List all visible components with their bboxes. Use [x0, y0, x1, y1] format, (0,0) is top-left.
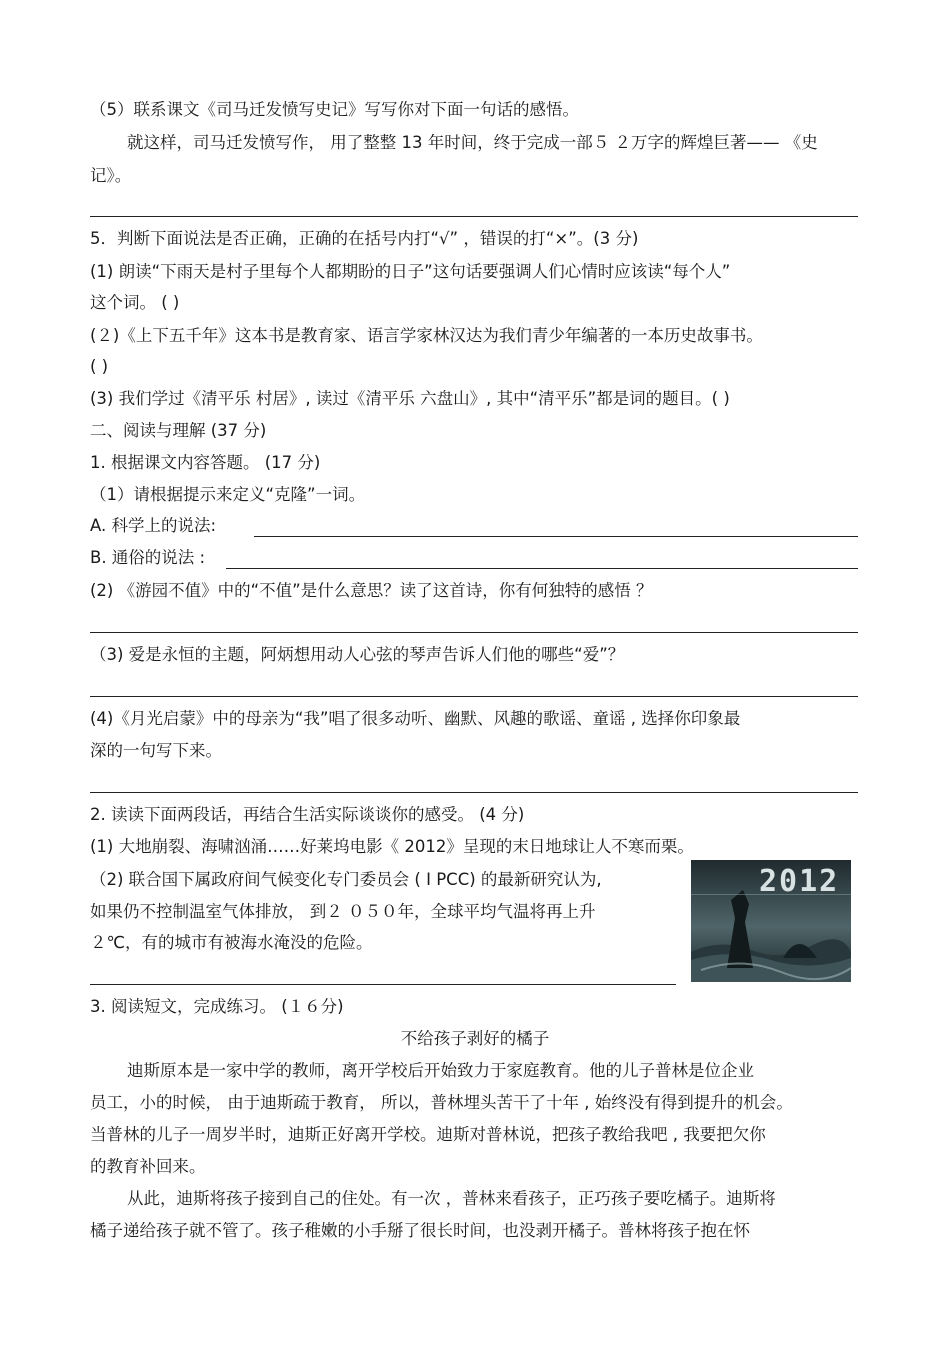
q1-3: （3) 爱是永恒的主题，阿炳想用动人心弦的琴声告诉人们他的哪些“爱”？	[90, 645, 625, 664]
answer-line	[90, 632, 858, 633]
answer-line	[90, 696, 858, 697]
q1-4-line1: (4)《月光启蒙》中的母亲为“我”唱了很多动听、幽默、风趣的歌谣、童谣 , 选择你印象最	[90, 709, 741, 728]
q2-para2-line1: （2) 联合国下属政府间气候变化专门委员会 ( I PCC) 的最新研究认为,	[90, 870, 602, 889]
story-line4: 的教育补回来。	[90, 1157, 206, 1176]
judge-item1-line1: (1) 朗读“下雨天是村子里每个人都期盼的日子”这句话要强调人们心情时应该读“每个人”	[90, 262, 731, 281]
movie-poster-image	[691, 860, 851, 982]
q1-1: （1）请根据提示来定义“克隆”一词。	[90, 485, 366, 504]
judge-item3: (3) 我们学过《清平乐 村居》, 读过《清平乐 六盘山》, 其中“清平乐”都是词的题目。( )	[90, 389, 730, 408]
story-title: 不给孩子剥好的橘子	[400, 1029, 550, 1048]
q5-quote-line2: 记》。	[90, 166, 132, 185]
story-line3: 当普林的儿子一周岁半时，迪斯正好离开学校。迪斯对普林说，把孩子教给我吧 , 我要把欠你	[90, 1125, 766, 1144]
story-line2: 员工，小的时候， 由于迪斯疏于教育， 所以，普林埋头苦干了十年 , 始终没有得到提升的机会。	[90, 1093, 793, 1112]
q1-1b: B. 通俗的说法 :	[90, 548, 206, 567]
answer-line	[90, 984, 676, 985]
poster-title: 2012	[759, 864, 840, 899]
judge-title: 5．判断下面说法是否正确，正确的在括号内打“√” ，错误的打“×”。(3 分)	[90, 229, 639, 248]
answer-line	[226, 568, 858, 569]
judge-item1-line2: 这个词。 ( )	[90, 293, 180, 312]
answer-line	[90, 792, 858, 793]
q1-1a: A. 科学上的说法:	[90, 516, 217, 535]
judge-item2-line1: (２)《上下五千年》这本书是教育家、语言学家林汉达为我们青少年编著的一本历史故事书。	[90, 326, 763, 345]
judge-item2-line2: ( )	[90, 357, 109, 376]
q2-para1: (1) 大地崩裂、海啸汹涌……好莱坞电影《 2012》呈现的末日地球让人不寒而栗。	[90, 837, 694, 856]
q2-para2-line2: 如果仍不控制温室气体排放， 到２ ０５０年，全球平均气温将再上升	[90, 902, 596, 921]
answer-line	[90, 216, 858, 217]
story-line5: 从此，迪斯将孩子接到自己的住处。有一次 ，普林来看孩子，正巧孩子要吃橘子。迪斯将	[127, 1189, 776, 1208]
q1-2: (2) 《游园不值》中的“不值”是什么意思？读了这首诗，你有何独特的感悟 ？	[90, 581, 653, 600]
story-line6: 橘子递给孩子就不管了。孩子稚嫩的小手掰了很长时间，也没剥开橘子。普林将孩子抱在怀	[90, 1221, 750, 1240]
answer-line	[254, 536, 858, 537]
q2-para2-line3: ２℃，有的城市有被海水淹没的危险。	[90, 933, 373, 952]
q3-title: 3. 阅读短文，完成练习。 (１６分)	[90, 997, 344, 1016]
q5-quote-line1: 就这样，司马迁发愤写作， 用了整整 13 年时间，终于完成一部５ ２万字的辉煌巨著—— 《史	[127, 133, 818, 152]
story-line1: 迪斯原本是一家中学的教师，离开学校后开始致力于家庭教育。他的儿子普林是位企业	[127, 1061, 754, 1080]
q5-title: （5）联系课文《司马迁发愤写史记》写写你对下面一句话的感悟。	[90, 100, 579, 119]
q2-title: 2. 读读下面两段话，再结合生活实际谈谈你的感受。 (4 分)	[90, 805, 525, 824]
q1-4-line2: 深的一句写下来。	[90, 741, 222, 760]
section2-title: 二、阅读与理解 (37 分)	[90, 421, 267, 440]
q1-title: 1. 根据课文内容答题。 (17 分)	[90, 453, 321, 472]
